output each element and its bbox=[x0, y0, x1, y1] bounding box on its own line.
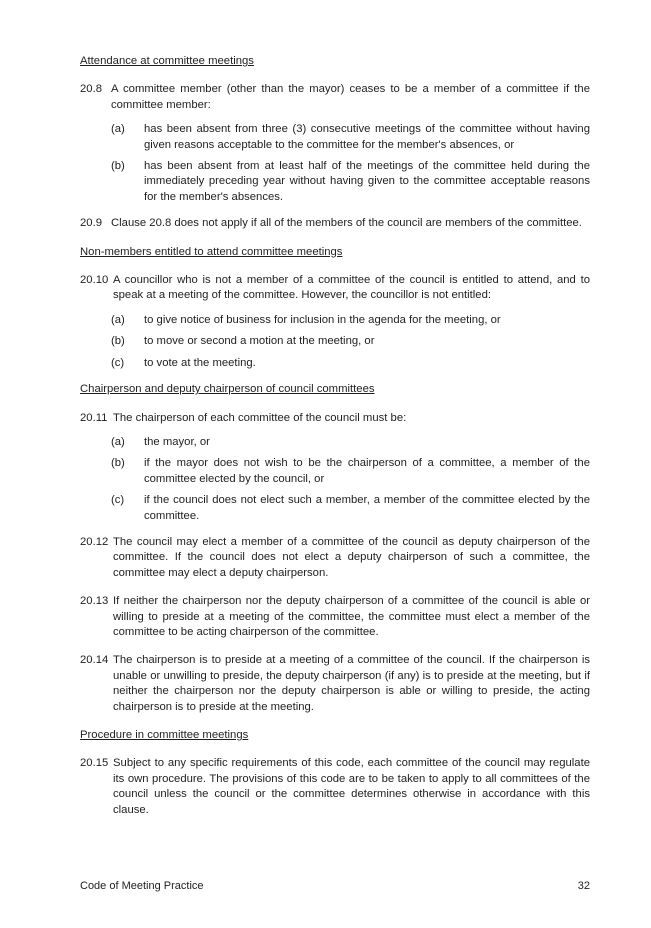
clause-text: A committee member (other than the mayor) ceases to be a member of a committee if the committee member: bbox=[111, 83, 590, 111]
item-label: (a) bbox=[111, 435, 125, 448]
clause-number: 20.9 bbox=[80, 217, 102, 230]
clause-number: 20.15 bbox=[80, 757, 109, 770]
footer-title: Code of Meeting Practice bbox=[80, 880, 204, 892]
clause-20-12 bbox=[80, 535, 590, 581]
item-text: if the council does not elect such a member, a member of the committee elected by the committee. bbox=[144, 494, 590, 522]
item-label: (b) bbox=[111, 457, 125, 470]
clause-text: Subject to any specific requirements of this code, each committee of the council may regulate its own procedure. The provisions of this code are to be taken to apply to all committees of the council unless the council or the committee determines otherwise in accordance with this clause. bbox=[113, 757, 590, 816]
item-text: to give notice of business for inclusion in the agenda for the meeting, or bbox=[144, 313, 501, 326]
page-number: 32 bbox=[577, 880, 590, 892]
clause-20-13 bbox=[80, 594, 590, 640]
list-item bbox=[111, 313, 590, 328]
section-heading-chairperson: Chairperson and deputy chairperson of council committees bbox=[80, 383, 375, 396]
item-text: if the mayor does not wish to be the chairperson of a committee, a member of the committee elected by the council, or bbox=[144, 457, 590, 485]
list-item bbox=[111, 435, 590, 450]
list-item bbox=[111, 356, 590, 371]
section-heading-non-members: Non-members entitled to attend committee meetings bbox=[80, 245, 343, 258]
clause-text: The council may elect a member of a committee of the council as deputy chairperson of the committee. If the council does not elect a deputy chairperson of such a committee, the committee may elect a deputy chairperson. bbox=[113, 535, 590, 579]
clause-20-9 bbox=[80, 216, 590, 231]
item-label: (b) bbox=[111, 160, 125, 173]
clause-number: 20.8 bbox=[80, 83, 102, 96]
list-item bbox=[111, 122, 590, 153]
section-heading-attendance: Attendance at committee meetings bbox=[80, 55, 254, 67]
clause-number: 20.10 bbox=[80, 274, 109, 287]
item-label: (a) bbox=[111, 313, 125, 326]
item-label: (b) bbox=[111, 335, 125, 348]
clause-number: 20.14 bbox=[80, 654, 109, 667]
list-item bbox=[111, 159, 590, 205]
clause-number: 20.11 bbox=[80, 411, 108, 424]
item-label: (c) bbox=[111, 356, 125, 369]
clause-20-14 bbox=[80, 653, 590, 715]
clause-text: The chairperson is to preside at a meeting of a committee of the council. If the chairperson is unable or unwilling to preside, the deputy chairperson (if any) is to preside at the meeting, but if neither the chairperson nor the deputy chairperson is able or willing to preside, the acting chairperson is to preside at the meeting. bbox=[113, 654, 590, 713]
clause-text: If neither the chairperson nor the deputy chairperson of a committee of the council is able or willing to preside at a meeting of the committee, the committee must elect a member of the committee to be acting chairperson of the committee. bbox=[113, 595, 590, 638]
item-text: to move or second a motion at the meeting, or bbox=[144, 335, 375, 348]
clause-20-8 bbox=[80, 82, 590, 113]
item-text: has been absent from at least half of the meetings of the committee held during the immediately preceding year without having given to the committee acceptable reasons for the member's absences. bbox=[144, 160, 590, 203]
clause-number: 20.12 bbox=[80, 535, 109, 548]
document-body bbox=[80, 48, 590, 831]
clause-20-8-items bbox=[80, 122, 590, 205]
clause-20-15 bbox=[80, 756, 590, 818]
clause-text: A councillor who is not a member of a committee of the council is entitled to attend, and to speak at a meeting of the committee. However, the councillor is not entitled: bbox=[113, 274, 590, 302]
list-item bbox=[111, 456, 590, 487]
list-item bbox=[111, 493, 590, 524]
page-footer bbox=[80, 880, 590, 892]
list-item bbox=[111, 334, 590, 349]
clause-20-11-items bbox=[80, 435, 590, 524]
item-text: has been absent from three (3) consecutive meetings of the committee without having given reasons acceptable to the committee for the member's absences, or bbox=[144, 123, 590, 151]
clause-20-11 bbox=[80, 411, 590, 426]
clause-20-10-items bbox=[80, 313, 590, 371]
item-label: (a) bbox=[111, 123, 125, 136]
clause-text: Clause 20.8 does not apply if all of the members of the council are members of the committee. bbox=[111, 217, 582, 230]
item-label: (c) bbox=[111, 494, 125, 507]
clause-number: 20.13 bbox=[80, 595, 109, 608]
item-text: to vote at the meeting. bbox=[144, 356, 256, 369]
clause-text: The chairperson of each committee of the council must be: bbox=[113, 411, 407, 424]
clause-20-10 bbox=[80, 273, 590, 304]
item-text: the mayor, or bbox=[144, 435, 210, 448]
section-heading-procedure: Procedure in committee meetings bbox=[80, 729, 249, 741]
